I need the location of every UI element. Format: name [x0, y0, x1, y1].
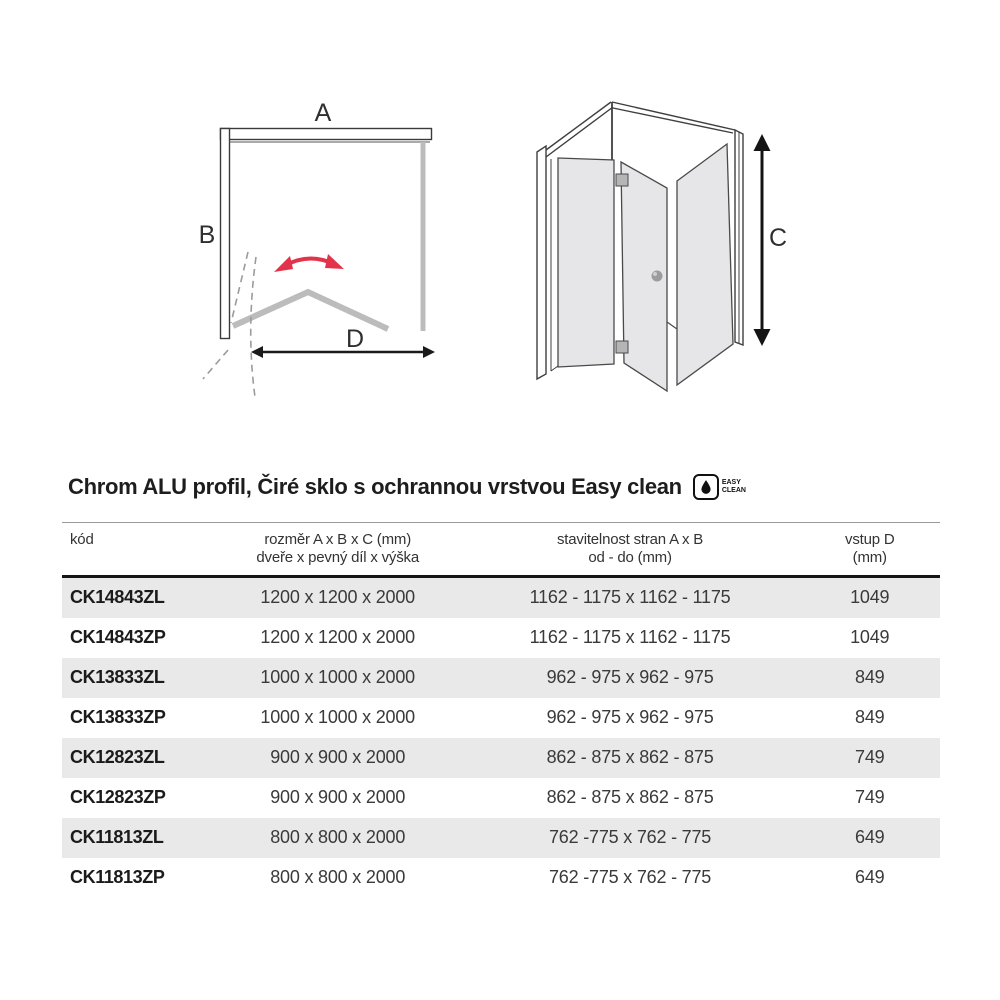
cell-kod: CK13833ZL — [70, 667, 165, 688]
cell-stavitelnost: 762 -775 x 762 - 775 — [548, 827, 712, 848]
door-knob-icon — [652, 271, 663, 282]
perspective-diagram — [515, 85, 815, 415]
cell-vstup: 1049 — [850, 627, 890, 648]
folding-door-line — [233, 292, 388, 329]
cell-kod: CK11813ZP — [70, 867, 165, 888]
cell-stavitelnost: 962 - 975 x 962 - 975 — [546, 667, 714, 688]
door-panel-left — [558, 158, 614, 367]
cell-stavitelnost: 762 -775 x 762 - 775 — [548, 867, 712, 888]
badge-line-1: EASY — [721, 479, 741, 487]
swing-arrow-icon — [274, 254, 344, 272]
cell-vstup: 649 — [855, 827, 885, 848]
hinge-top-icon — [616, 174, 628, 186]
dimension-d-arrow — [251, 346, 435, 358]
cell-rozmer: 800 x 800 x 2000 — [270, 827, 406, 848]
door-bottom-seal-line — [667, 322, 677, 329]
door-knob-highlight — [653, 272, 657, 276]
cell-rozmer: 900 x 900 x 2000 — [270, 747, 406, 768]
col-header-stavitelnost — [461, 523, 800, 577]
col-header-rozmer — [215, 523, 461, 577]
cell-vstup: 749 — [855, 787, 885, 808]
cell-vstup: 1049 — [850, 587, 890, 608]
cell-stavitelnost: 1162 - 1175 x 1162 - 1175 — [529, 627, 731, 648]
cell-stavitelnost: 962 - 975 x 962 - 975 — [546, 707, 714, 728]
label-c: C — [768, 224, 788, 252]
label-b: B — [198, 221, 216, 249]
title-row — [68, 474, 746, 500]
label-a: A — [314, 99, 332, 127]
left-profile-bar — [537, 146, 546, 379]
cell-stavitelnost: 862 - 875 x 862 - 875 — [546, 747, 714, 768]
col-header-rozmer-line1: rozměr A x B x C (mm) — [264, 531, 411, 548]
table-row — [62, 618, 940, 658]
table-row — [62, 698, 940, 738]
cell-stavitelnost: 1162 - 1175 x 1162 - 1175 — [529, 587, 731, 608]
cell-rozmer: 1200 x 1200 x 2000 — [260, 587, 415, 608]
col-header-vstup-line2: (mm) — [852, 549, 887, 567]
table-row — [62, 658, 940, 698]
cell-vstup: 649 — [855, 867, 885, 888]
cell-vstup: 749 — [855, 747, 885, 768]
top-wall — [221, 129, 432, 140]
col-header-kod-line1: kód — [70, 531, 94, 548]
cell-rozmer: 1000 x 1000 x 2000 — [260, 707, 415, 728]
fixed-glass-panel — [677, 144, 733, 385]
easy-clean-badge — [693, 474, 746, 500]
top-view-diagram — [180, 88, 460, 413]
spec-table-header — [62, 523, 940, 577]
cell-rozmer: 900 x 900 x 2000 — [270, 787, 406, 808]
cell-rozmer: 1000 x 1000 x 2000 — [260, 667, 415, 688]
table-row — [62, 738, 940, 778]
label-d: D — [345, 325, 365, 353]
spec-table — [62, 522, 940, 898]
easy-clean-label — [722, 479, 746, 494]
table-row — [62, 576, 940, 618]
col-header-rozmer-line2: dveře x pevný díl x výška — [256, 549, 419, 567]
cell-rozmer: 800 x 800 x 2000 — [270, 867, 406, 888]
cell-kod: CK13833ZP — [70, 707, 166, 728]
cell-vstup: 849 — [855, 707, 885, 728]
cell-rozmer: 1200 x 1200 x 2000 — [260, 627, 415, 648]
hinge-bottom-icon — [616, 341, 628, 353]
cell-kod: CK14843ZP — [70, 627, 166, 648]
col-header-kod — [62, 523, 215, 577]
cell-kod: CK11813ZL — [70, 827, 164, 848]
col-header-vstup — [800, 523, 941, 577]
cell-vstup: 849 — [855, 667, 885, 688]
dimension-c-arrow — [754, 134, 771, 346]
col-header-vstup-line1: vstup D — [845, 531, 895, 548]
col-header-stavitelnost-line2: od - do (mm) — [588, 549, 672, 567]
cell-kod: CK12823ZP — [70, 787, 166, 808]
table-row — [62, 778, 940, 818]
water-drop-icon — [693, 474, 719, 500]
cell-kod: CK12823ZL — [70, 747, 165, 768]
badge-line-2: CLEAN — [721, 487, 746, 494]
cell-kod: CK14843ZL — [70, 587, 165, 608]
table-row — [62, 858, 940, 898]
table-row — [62, 818, 940, 858]
cell-stavitelnost: 862 - 875 x 862 - 875 — [546, 787, 714, 808]
col-header-stavitelnost-line1: stavitelnost stran A x B — [556, 531, 704, 548]
left-wall — [221, 129, 230, 339]
page-title: Chrom ALU profil, Čiré sklo s ochrannou vrstvou Easy clean — [68, 474, 682, 499]
